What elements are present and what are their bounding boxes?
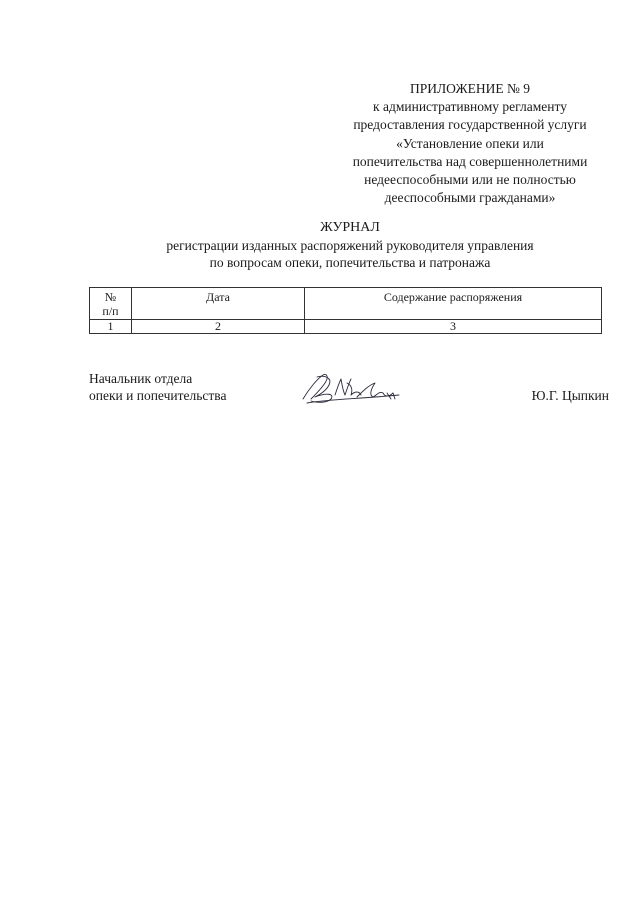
- journal-subtitle-line: регистрации изданных распоряжений руководителя управления: [166, 237, 534, 253]
- handwritten-signature: [299, 369, 409, 409]
- signature-block: [89, 371, 609, 404]
- appendix-line: предоставления государственной услуги: [353, 117, 587, 133]
- appendix-header: [330, 80, 610, 207]
- signer-position-line1: Начальник отдела: [89, 371, 193, 386]
- signer-name: Ю.Г. Цыпкин: [531, 387, 609, 403]
- header-number: [90, 288, 132, 320]
- appendix-line: к административному регламенту: [373, 99, 567, 115]
- appendix-line: «Установление опеки или: [396, 135, 544, 151]
- journal-title: ЖУРНАЛ: [320, 220, 380, 235]
- signer-position-line2: опеки и попечительства: [89, 387, 227, 403]
- register-table: [89, 287, 602, 334]
- header-number-label: п/п: [102, 304, 119, 318]
- cell-date: 2: [132, 320, 305, 334]
- appendix-title: ПРИЛОЖЕНИЕ № 9: [409, 81, 531, 96]
- cell-number: 1: [90, 320, 132, 334]
- appendix-line: дееспособными гражданами»: [384, 190, 556, 206]
- journal-subtitle-line: по вопросам опеки, попечительства и патронажа: [209, 255, 491, 270]
- table-row: [90, 320, 602, 334]
- journal-heading: [40, 219, 640, 272]
- cell-content: 3: [305, 320, 602, 334]
- header-content: Содержание распоряжения: [305, 288, 602, 320]
- appendix-line: недееспособными или не полностью: [364, 172, 576, 188]
- appendix-line: попечительства над совершеннолетними: [352, 153, 588, 169]
- header-date: Дата: [132, 288, 305, 320]
- table-header-row: [90, 288, 602, 320]
- header-number-symbol: №: [104, 290, 117, 304]
